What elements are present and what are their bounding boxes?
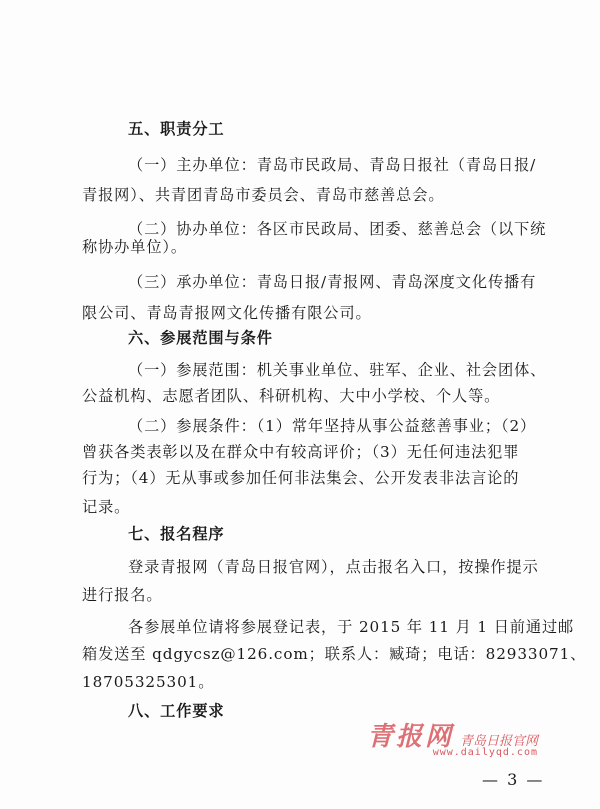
section-5-para-1-line-1: （一）主办单位：青岛市民政局、青岛日报社（青岛日报/ xyxy=(128,156,537,174)
watermark-sub-text: 青岛日报官网 xyxy=(459,734,538,749)
section-7-title: 七、报名程序 xyxy=(128,525,225,543)
section-5-para-1-line-2: 青报网）、共青团青岛市委员会、青岛市慈善总会。 xyxy=(82,186,445,204)
section-6-para-2-line-2: 曾获各类表彰以及在群众中有较高评价；（3）无任何违法犯罪 xyxy=(82,443,520,461)
section-5-para-2-line-1: （二）协办单位：各区市民政局、团委、慈善总会（以下统 xyxy=(128,220,547,238)
section-5-title: 五、职责分工 xyxy=(128,120,225,138)
section-5-para-2-line-2: 称协办单位）。 xyxy=(82,238,188,256)
watermark-main-text: 青报网 xyxy=(366,722,454,752)
section-8-title: 八、工作要求 xyxy=(128,702,225,720)
page-number: — 3 — xyxy=(482,770,545,789)
section-6-para-2-line-4: 记录。 xyxy=(82,498,131,516)
section-7-para-2-line-1: 各参展单位请将参展登记表，于 2015 年 11 月 1 日前通过邮 xyxy=(128,618,575,636)
section-5-para-3-line-2: 限公司、青岛青报网文化传播有限公司。 xyxy=(82,304,372,322)
section-6-para-2-line-3: 行为；（4）无从事或参加任何非法集会、公开发表非法言论的 xyxy=(82,469,520,487)
section-7-para-2-line-2: 箱发送至 qdgycsz@126.com；联系人：臧琦；电话：82933071、 xyxy=(82,645,587,663)
section-7-para-1-line-2: 进行报名。 xyxy=(82,586,163,604)
section-7-para-2-line-3: 18705325301。 xyxy=(82,673,215,691)
section-5-para-3-line-1: （三）承办单位：青岛日报/青报网、青岛深度文化传播有 xyxy=(128,273,537,291)
section-6-para-1-line-2: 公益机构、志愿者团队、科研机构、大中小学校、个人等。 xyxy=(82,387,501,405)
watermark-url: www.dailyqd.com xyxy=(432,747,538,758)
section-6-title: 六、参展范围与条件 xyxy=(128,329,273,347)
section-7-para-1-line-1: 登录青报网（青岛日报官网），点击报名入口，按操作提示 xyxy=(128,558,539,576)
section-6-para-1-line-1: （一）参展范围：机关事业单位、驻军、企业、社会团体、 xyxy=(128,361,547,379)
section-6-para-2-line-1: （二）参展条件：（1）常年坚持从事公益慈善事业；（2） xyxy=(128,417,537,435)
